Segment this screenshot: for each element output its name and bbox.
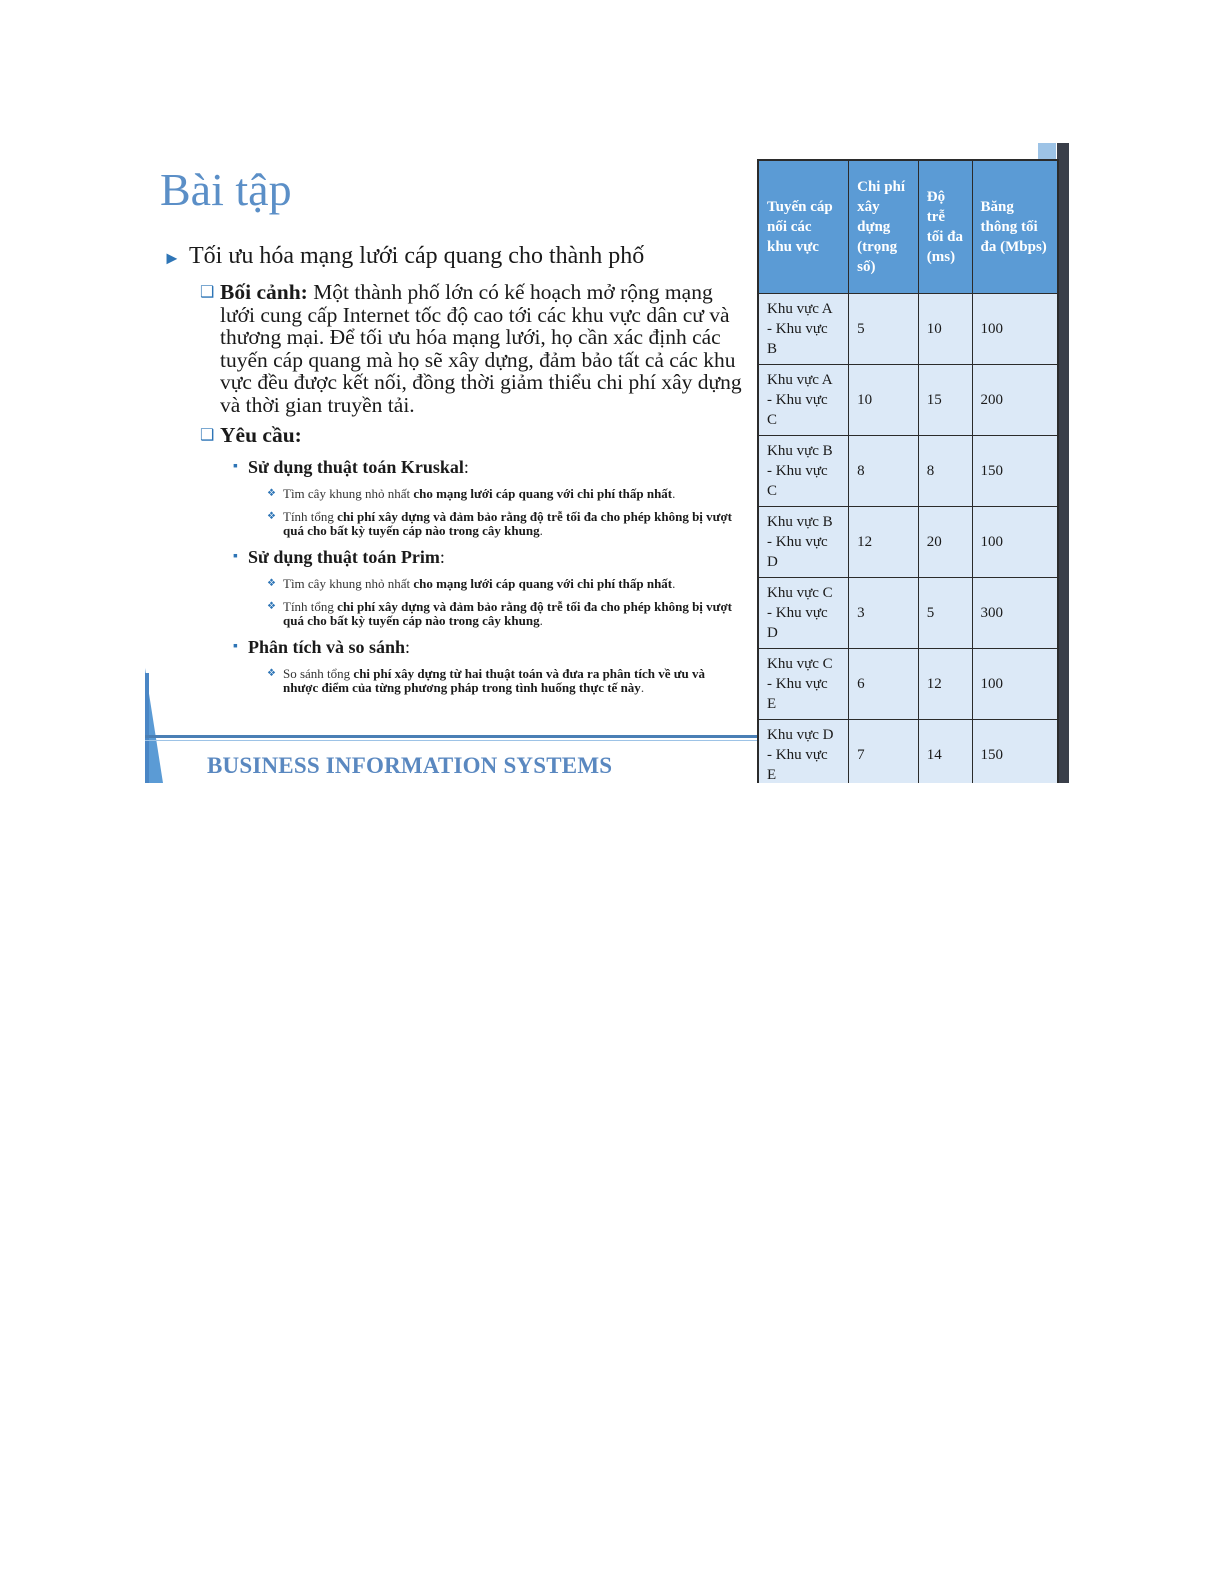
table-row [759, 507, 1058, 578]
table-cell: 15 [918, 365, 972, 436]
table-cell: 6 [849, 649, 919, 720]
item-text: Tính tổng [283, 508, 338, 524]
table-cell: 12 [918, 649, 972, 720]
diamond-bullet-icon: ❖ [267, 667, 276, 679]
header-cell-cost: Chi phí xây dựng (trọng số) [849, 161, 919, 294]
table-cell: 3 [849, 578, 919, 649]
table-row [759, 365, 1058, 436]
table-cell: 5 [918, 578, 972, 649]
header-cell-route: Tuyến cáp nối các khu vực [759, 161, 849, 294]
list-item [163, 487, 743, 501]
small-square-bullet-icon: ▪ [233, 638, 238, 654]
header-cell-bandwidth: Băng thông tối đa (Mbps) [972, 161, 1057, 294]
table-cell: 100 [972, 649, 1057, 720]
header-cell-latency: Độ trễ tối đa (ms) [918, 161, 972, 294]
table-cell: 10 [849, 365, 919, 436]
item-bold: chi phí xây dựng và đảm bảo rằng độ trễ tối đa cho phép không bị vượt quá cho bất kỳ tuyến cáp nào trong cây khung [283, 508, 732, 538]
list-item [163, 510, 743, 538]
main-bullet [163, 243, 743, 269]
table-cell: Khu vực A - Khu vực B [759, 294, 849, 365]
main-bullet-text: Tối ưu hóa mạng lưới cáp quang cho thành phố [189, 243, 645, 269]
table-cell: Khu vực B - Khu vực D [759, 507, 849, 578]
square-bullet-icon: ❑ [200, 427, 215, 444]
context-text: Một thành phố lớn có kế hoạch mở rộng mạng lưới cung cấp Internet tốc độ cao tới các khu vực dân cư và thương mại. Để tối ưu hóa mạng lưới, họ cần xác định các tuyến cáp quang mà họ sẽ xây dựng, đảm bảo tất cả các khu vực đều được kết nối, đồng thời giảm thiểu chi phí xây dựng và thời gian truyền tải. [220, 280, 742, 417]
diamond-bullet-icon: ❖ [267, 487, 276, 499]
triangle-bullet-icon: ► [163, 248, 181, 268]
small-square-bullet-icon: ▪ [233, 548, 238, 564]
table-cell: 5 [849, 294, 919, 365]
table-cell: 100 [972, 294, 1057, 365]
item-end: . [672, 575, 676, 591]
table-cell: Khu vực B - Khu vực C [759, 436, 849, 507]
table-cell: 12 [849, 507, 919, 578]
table-cell: Khu vực A - Khu vực C [759, 365, 849, 436]
item-bold: cho mạng lưới cáp quang với chi phí thấp nhất [413, 575, 673, 591]
item-text: Tính tổng [283, 598, 338, 614]
small-square-bullet-icon: ▪ [233, 458, 238, 474]
slide [145, 143, 1070, 783]
kruskal-bullet [163, 457, 743, 477]
table-row [759, 294, 1058, 365]
table-row [759, 436, 1058, 507]
table-cell: 7 [849, 720, 919, 784]
footer-divider-thin [145, 740, 760, 741]
colon: : [463, 456, 469, 477]
table-cell: 8 [918, 436, 972, 507]
kruskal-label: Sử dụng thuật toán Kruskal [248, 456, 464, 477]
prim-bullet [163, 547, 743, 567]
data-table [757, 159, 1059, 783]
footer-text: BUSINESS INFORMATION SYSTEMS [207, 753, 613, 778]
item-end: . [672, 485, 676, 501]
item-text: So sánh tổng [283, 665, 354, 681]
list-item [163, 667, 743, 695]
table-cell: 100 [972, 507, 1057, 578]
footer-divider [145, 735, 760, 738]
table-row [759, 720, 1058, 784]
analysis-label: Phân tích và so sánh [248, 636, 406, 657]
analysis-bullet [163, 637, 743, 657]
table-cell: 200 [972, 365, 1057, 436]
table-cell: 20 [918, 507, 972, 578]
table-cell: 150 [972, 436, 1057, 507]
left-bar-decoration [145, 673, 149, 783]
requirements-label: Yêu cầu: [220, 423, 302, 447]
table-cell: 300 [972, 578, 1057, 649]
item-text: Tìm cây khung nhỏ nhất [283, 485, 414, 501]
colon: : [405, 636, 411, 657]
item-bold: cho mạng lưới cáp quang với chi phí thấp nhất [413, 485, 673, 501]
requirements-bullet [163, 424, 743, 447]
square-bullet-icon: ❑ [200, 284, 215, 301]
diamond-bullet-icon: ❖ [267, 600, 276, 612]
item-end: . [539, 522, 543, 538]
item-end: . [640, 679, 645, 695]
diamond-bullet-icon: ❖ [267, 510, 276, 522]
item-end: . [539, 612, 543, 628]
table-header-row [759, 161, 1058, 294]
prim-label: Sử dụng thuật toán Prim [248, 546, 440, 567]
item-bold: chi phí xây dựng từ hai thuật toán và đưa ra phân tích về ưu và nhược điểm của từng phương pháp trong tình huống thực tế này [283, 665, 705, 695]
table-row [759, 578, 1058, 649]
list-item [163, 600, 743, 628]
table-row [759, 649, 1058, 720]
table-cell: Khu vực D - Khu vực E [759, 720, 849, 784]
diamond-bullet-icon: ❖ [267, 577, 276, 589]
table-cell: 10 [918, 294, 972, 365]
list-item [163, 577, 743, 591]
colon: : [439, 546, 445, 567]
table-cell: 150 [972, 720, 1057, 784]
context-label: Bối cảnh: [220, 280, 308, 304]
item-text: Tìm cây khung nhỏ nhất [283, 575, 414, 591]
item-bold: chi phí xây dựng và đảm bảo rằng độ trễ tối đa cho phép không bị vượt quá cho bất kỳ tuyến cáp nào trong cây khung [283, 598, 732, 628]
table-cell: Khu vực C - Khu vực D [759, 578, 849, 649]
table-cell: Khu vực C - Khu vực E [759, 649, 849, 720]
slide-content [163, 243, 743, 704]
table-cell: 8 [849, 436, 919, 507]
table-cell: 14 [918, 720, 972, 784]
slide-title: Bài tập [160, 164, 292, 215]
context-bullet [163, 281, 743, 416]
